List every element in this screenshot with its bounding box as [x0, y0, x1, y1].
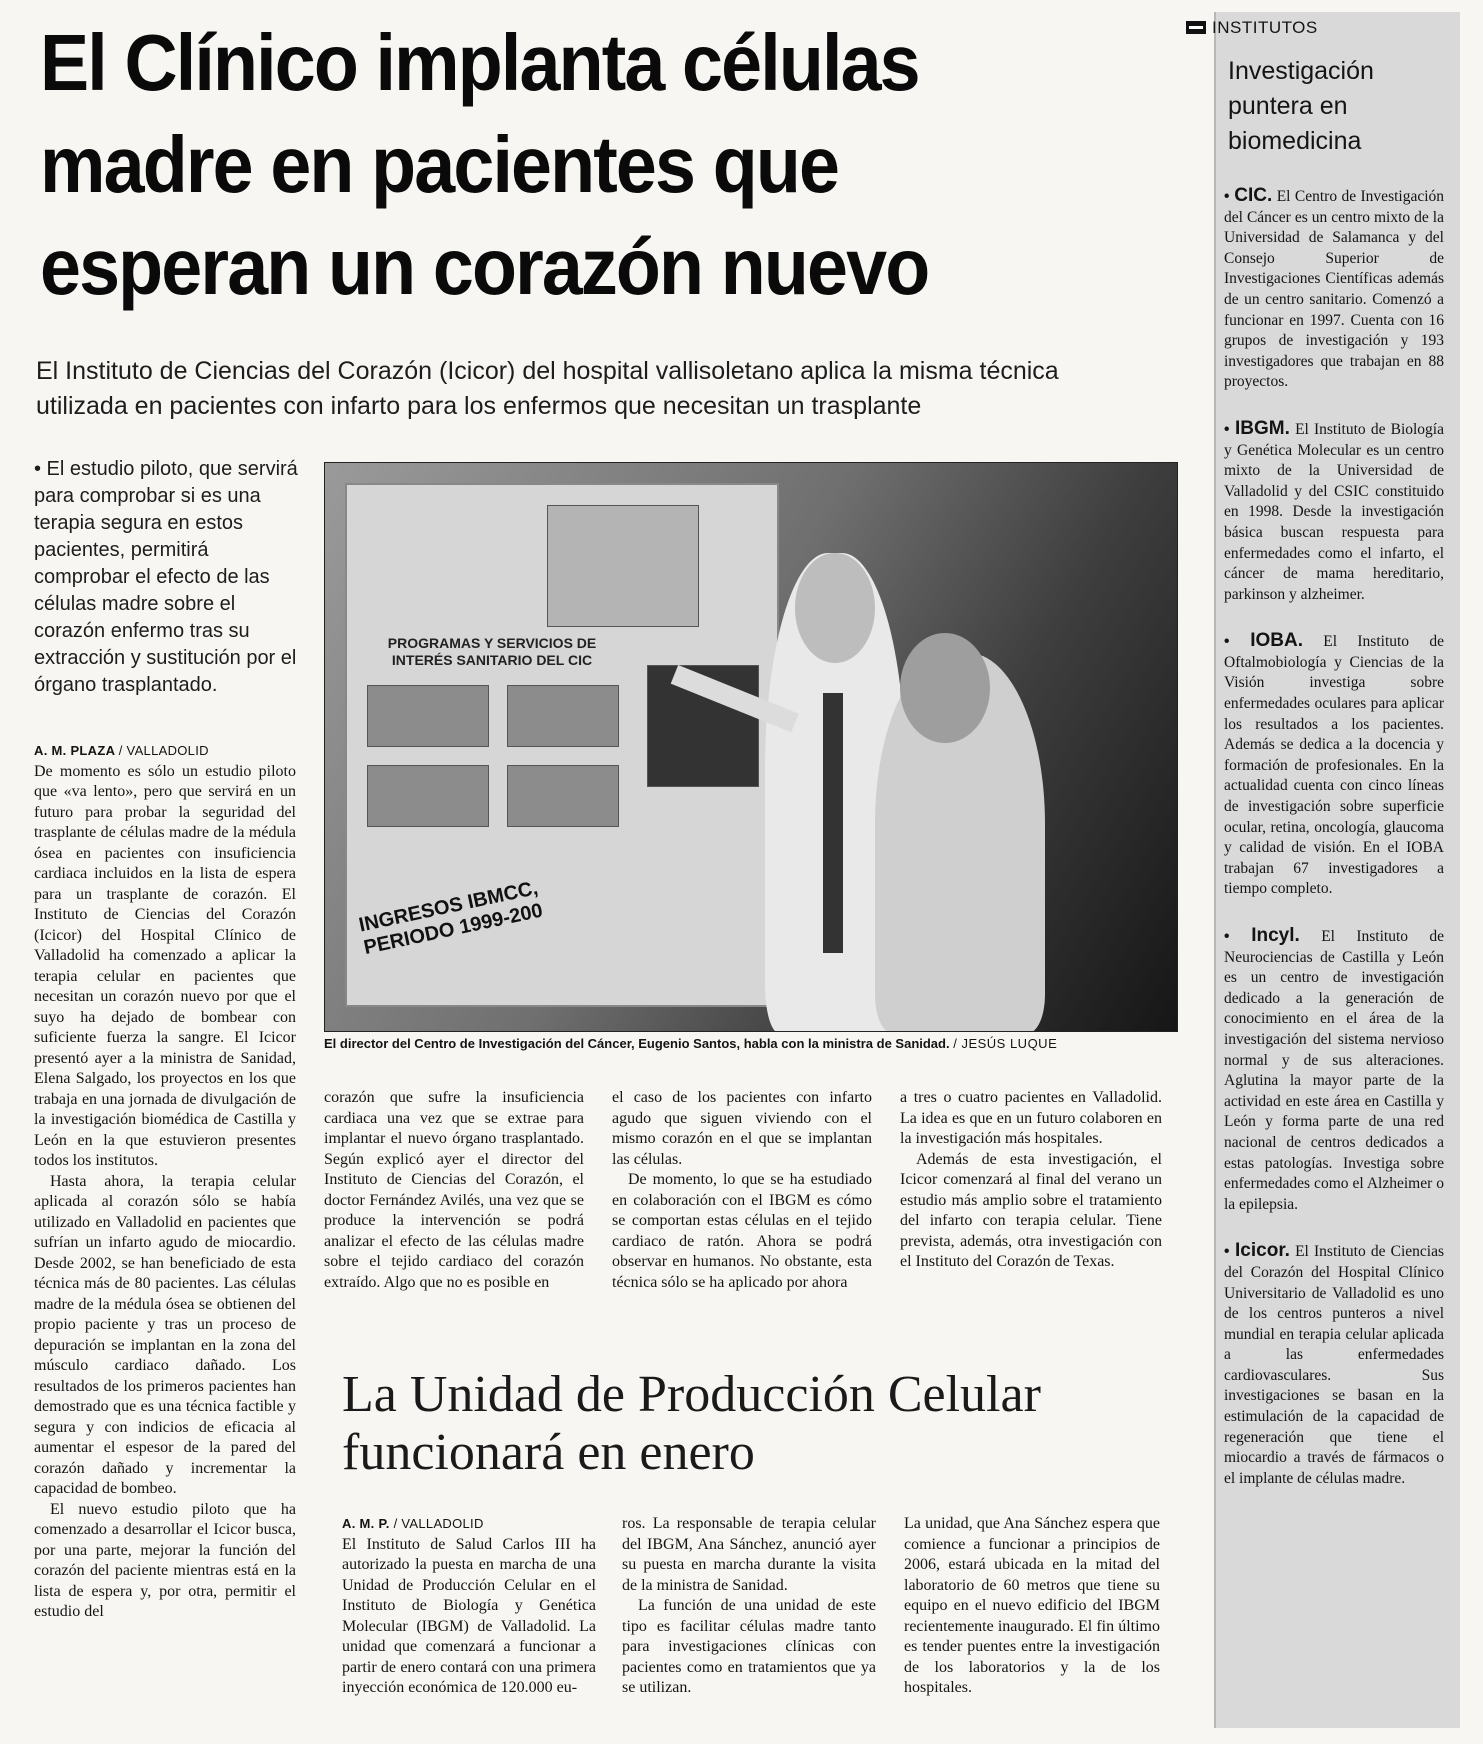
entry-text: El Centro de Investigación del Cáncer es un centro mixto de la Universidad de Salamanca y del Consejo Superior de Investigaciones Científicas además de un centro sanitario. Comenzó a funcionar en 1997. Cuenta con 16 grupos de investigación y 193 investigadores que trabajan en 88 proyectos. — [1224, 188, 1445, 391]
sidebar-title: Investigación puntera en biomedicina — [1228, 57, 1374, 155]
photo-credit: / JESÚS LUQUE — [953, 1036, 1058, 1051]
photo-board-title: PROGRAMAS Y SERVICIOS DE INTERÉS SANITARIO DEL CIC — [387, 635, 597, 668]
paragraph: a tres o cuatro pacientes en Valladolid. La idea es que en un futuro colaboren en la investigación más hospitales. — [900, 1089, 1162, 1147]
photo-board-sign: INGRESOS IBMCC, PERIODO 1999-200 — [357, 877, 545, 960]
byline-author: A. M. PLAZA — [34, 743, 115, 758]
entry-name: IOBA. — [1250, 630, 1303, 652]
byline-place: / VALLADOLID — [118, 743, 209, 758]
article-column-3 — [612, 1088, 872, 1293]
article-column-4 — [900, 1088, 1162, 1273]
tie — [823, 693, 843, 953]
byline — [34, 741, 296, 762]
paragraph: De momento, lo que se ha estudiado en colaboración con el IBGM es cómo se comportan estas células en el tejido cardiaco de ratón. Ahora se podrá observar en humanos. No obstante, esta técnica sólo se ha aplicado por ahora — [612, 1171, 872, 1291]
second-headline: La Unidad de Producción Celular funcionará en enero — [342, 1366, 1041, 1481]
paragraph: La unidad, que Ana Sánchez espera que comience a funcionar a principios de 2006, estará ubicada en la mitad del laboratorio de 60 metros que tiene su equipo en el nuevo edificio del IBGM recientemente inaugurado. El fin último es tender puentes entre la investigación de los laboratorios y la de los hospitales. — [904, 1515, 1160, 1696]
paragraph: el caso de los pacientes con infarto agudo que siguen viviendo con el mismo corazón en el que se implantan las células. — [612, 1089, 872, 1168]
second-article-column-1 — [342, 1514, 596, 1699]
paragraph: ros. La responsable de terapia celular del IBGM, Ana Sánchez, anunció ayer su puesta en marcha durante la visita de la ministra de Sanidad. — [622, 1515, 876, 1594]
man-head — [795, 553, 875, 663]
section-tag — [1186, 18, 1436, 44]
entry-text: El Instituto de Biología y Genética Molecular es un centro mixto de la Universidad de Valladolid y del CSIC constituido en 1998. Desde la investigación básica buscan respuesta para enfermedades como el infarto, el cáncer de mama hereditario, parkinson y alzheimer. — [1224, 420, 1444, 603]
sidebar-entry-ioba: • IOBA. El Instituto de Oftalmobiología y Ciencias de la Visión investiga sobre enfermedades oculares para aplicar los resultados a los pacientes. Además se dedica a la docencia y formación de profesionales. En la actualidad cuenta con cinco líneas de investigación sobre superficie ocular, retina, oncología, glaucoma y calidad de visión. En el IOBA trabajan 67 investigadores a tiempo completo. — [1224, 630, 1445, 898]
entry-text: El Instituto de Ciencias del Corazón del Hospital Clínico Universitario de Valladolid es uno de los centros punteros a nivel mundial en terapia celular aplicada a las enfermedades cardiovasculares. Sus investigaciones se basan en la estimulación de la capacidad de regeneración que tiene el miocardio a través de fármacos o el implante de células madre. — [1224, 1243, 1444, 1487]
byline-place: / VALLADOLID — [393, 1516, 484, 1531]
article-column-2 — [324, 1088, 584, 1293]
section-marker-icon — [1186, 21, 1206, 34]
exhibit-board — [345, 483, 779, 1007]
entry-text: El Instituto de Neurociencias de Castilla y León es un centro de investigación dedicado a la generación de conocimiento en el área de la investigación del sistema nervioso normal y de sus alteraciones. Aglutina la mayor parte de la actividad en este área en Castilla y León y forma parte de una red nacional de centros dedicados a estas patologías. Investiga sobre enfermedades como el Alzheimer o la epilepsia. — [1224, 928, 1445, 1213]
paragraph: Hasta ahora, la terapia celular aplicada al corazón sólo se había utilizado en Valladolid en pacientes que sufrían un infarto agudo de miocardio. Desde 2002, se han beneficiado de esta técnica más de 80 pacientes. Las células madre de la médula ósea se obtienen del propio paciente y tras un proceso de depuración se implantan en la zona del músculo cardiaco dañado. Los resultados de los primeros pacientes han demostrado que es una técnica factible y segura y con indicios de eficacia al aumentar el espesor de la pared del corazón dañado y incrementar la capacidad de bombeo. — [34, 1172, 296, 1497]
section-tag-label: INSTITUTOS — [1212, 18, 1318, 37]
paragraph: El Instituto de Salud Carlos III ha autorizado la puesta en marcha de una Unidad de Producción Celular en el Instituto de Biología y Genética Molecular (IBGM) de Valladolid. La unidad que comenzará a funcionar a partir de enero contará con una primera inyección económica de 120.000 eu- — [342, 1535, 596, 1696]
lead-summary: • El estudio piloto, que servirá para comprobar si es una terapia segura en estos pacientes, permitirá comprobar el efecto de las células madre sobre el corazón enfermo tras su extracción y sustitución por el órgano trasplantado. — [34, 458, 298, 696]
entry-name: IBGM. — [1235, 417, 1290, 439]
woman-head — [900, 633, 990, 743]
entry-name: Icicor. — [1235, 1240, 1290, 1262]
paragraph: corazón que sufre la insuficiencia cardiaca una vez que se extrae para implantar el nuevo órgano trasplantado. Según explicó ayer el director del Instituto de Ciencias del Corazón, el doctor Fernández Avilés, una vez que se produce la intervención se podrá analizar el efecto de las células madre sobre el tejido cardiaco del corazón extraído. Algo que no es posible en — [324, 1089, 584, 1291]
entry-text: El Instituto de Oftalmobiología y Ciencias de la Visión investiga sobre enfermedades oculares para aplicar los resultados a los pacientes. Además se dedica a la docencia y formación de profesionales. En la actualidad cuenta con cinco líneas de investigación sobre superficie ocular, retina, oncología, glaucoma y calidad de visión. En el IOBA trabajan 67 investigadores a tiempo completo. — [1224, 633, 1445, 898]
paragraph: La función de una unidad de este tipo es facilitar células madre tanto para investigaciones clínicas con pacientes como en tratamientos que ya se utilizan. — [622, 1597, 876, 1696]
sidebar-entry-cic: • CIC. El Centro de Investigación del Cáncer es un centro mixto de la Universidad de Salamanca y del Consejo Superior de Investigaciones Científicas además de un centro sanitario. Comenzó a funcionar en 1997. Cuenta con 16 grupos de investigación y 193 investigadores que trabajan en 88 proyectos. — [1224, 185, 1445, 391]
sidebar-entries — [1224, 186, 1444, 1489]
subheadline: El Instituto de Ciencias del Corazón (Icicor) del hospital vallisoletano aplica la misma técnica utilizada en pacientes con infarto para los enfermos que necesitan un trasplante — [36, 357, 1059, 420]
byline — [342, 1514, 596, 1535]
headline: El Clínico implanta células madre en pacientes que esperan un corazón nuevo — [40, 18, 929, 311]
paragraph: Además de esta investigación, el Icicor comenzará al final del verano un estudio más amplio sobre el tratamiento del infarto con terapia celular. Tiene prevista, además, otra investigación con el Instituto del Corazón de Texas. — [900, 1150, 1162, 1270]
paragraph: De momento es sólo un estudio piloto que «va lento», pero que servirá en un futuro para probar la seguridad del trasplante de células madre de la médula ósea en pacientes con insuficiencia cardiaca incluidos en la lista de espera para un trasplante de corazón. El Instituto de Ciencias del Corazón (Icicor) del Hospital Clínico de Valladolid ha comenzado a aplicar la terapia celular en pacientes que necesitan un corazón nuevo por que el suyo ha dejado de bombear con suficiente fuerza la sangre. El Icicor presentó ayer a la ministra de Sanidad, Elena Salgado, los proyectos en los que trabaja en una jornada de divulgación de la investigación biomédica de Castilla y León en la que estuvieron presentes todos los institutos. — [34, 762, 296, 1169]
sidebar-entry-icicor: • Icicor. El Instituto de Ciencias del Corazón del Hospital Clínico Universitario de Valladolid es uno de los centros punteros a nivel mundial en terapia celular aplicada a las enfermedades cardiovasculares. Sus investigaciones se basan en la estimulación de la capacidad de regeneración que tiene el miocardio a través de fármacos o el implante de células madre. — [1224, 1240, 1444, 1487]
photo-caption-text: El director del Centro de Investigación del Cáncer, Eugenio Santos, habla con la ministra de Sanidad. — [324, 1036, 950, 1051]
entry-name: CIC. — [1234, 185, 1273, 206]
sidebar-entry-ibgm: • IBGM. El Instituto de Biología y Genética Molecular es un centro mixto de la Universidad de Valladolid y del CSIC constituido en 1998. Desde la investigación básica buscan respuesta para enfermedades como el infarto, el cáncer de mama hereditario, parkinson y alzheimer. — [1224, 417, 1444, 603]
second-article-column-2 — [622, 1514, 876, 1699]
photo-caption — [324, 1036, 1176, 1051]
photo — [324, 462, 1178, 1032]
sidebar-entry-incyl: • Incyl. El Instituto de Neurociencias de Castilla y León es un centro de investigación dedicado a la generación de conocimiento en el área de la investigación del sistema nervioso normal y de sus alteraciones. Aglutina la mayor parte de la actividad en este área en Castilla y León y forma parte de una red nacional de centros dedicados a estas patologías. Investiga sobre enfermedades como el Alzheimer o la epilepsia. — [1224, 925, 1445, 1213]
byline-author: A. M. P. — [342, 1516, 390, 1531]
article-column-1 — [34, 741, 296, 1623]
paragraph: El nuevo estudio piloto que ha comenzado a desarrollar el Icicor busca, por una parte, mejorar la función del corazón del paciente mientras está en la lista de espera y, por otra, permitir el estudio del — [34, 1500, 296, 1620]
second-article-column-3 — [904, 1514, 1160, 1699]
entry-name: Incyl. — [1251, 925, 1300, 946]
